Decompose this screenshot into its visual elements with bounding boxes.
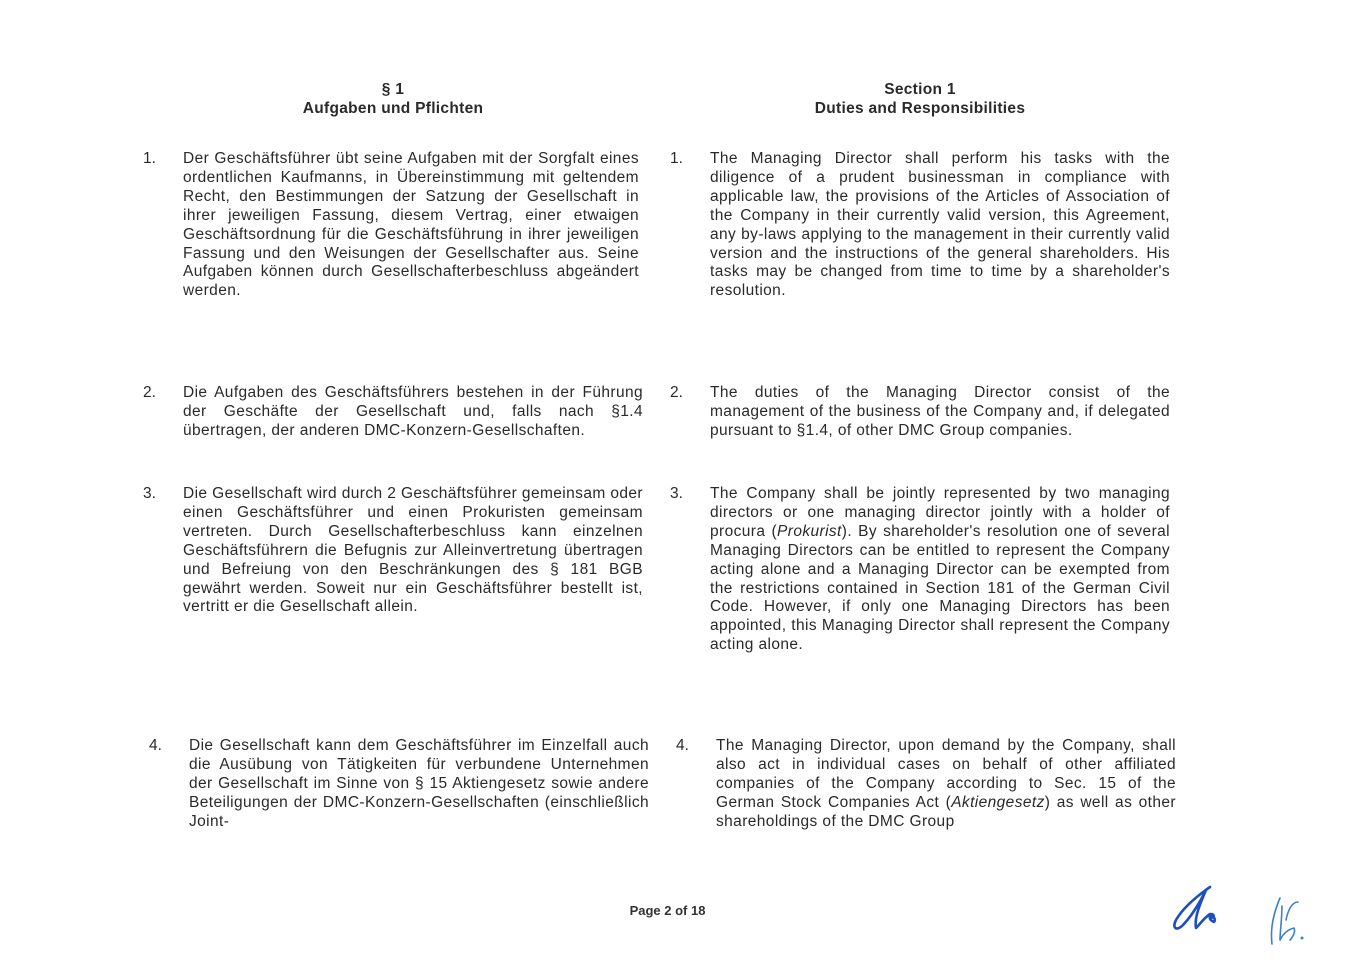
page-footer bbox=[0, 903, 1365, 918]
clause-text: Der Geschäftsführer übt seine Aufgaben mit der Sorgfalt eines ordentlichen Kaufmanns, in Übereinstimmung mit geltendem Recht, den Bestimmungen der Satzung der Gesellschaft in ihrer jeweiligen Fassung, diesem Vertrag, einer etwaigen Geschäftsordnung für die Geschäftsführung in ihrer jeweiligen Fassung und den Weisungen der Gesellschafter aus. Seine Aufgaben können durch Gesellschafterbeschluss abgeändert werden. bbox=[183, 150, 639, 300]
signature-stroke bbox=[1174, 887, 1214, 928]
german-clause-2 bbox=[143, 384, 643, 441]
german-clause-3 bbox=[143, 485, 643, 617]
signature-initials-1 bbox=[1170, 884, 1230, 936]
clause-text-part: ). By shareholder's resolution one of several Managing Directors can be entitled to represent the Company acting alone and a Managing Director can be exempted from the restrictions contained in Section 181 of the German Civil Code. However, if only one Managing Directors has been appointed, this Managing Director shall represent the Company acting alone. bbox=[710, 522, 1170, 654]
signature-stroke bbox=[1271, 898, 1298, 944]
clause-number: 1. bbox=[670, 150, 683, 167]
clause-text-part: ) as well as other shareholdings of the DMC Group bbox=[716, 793, 1176, 830]
english-clause-3 bbox=[670, 485, 1170, 655]
clause-number: 2. bbox=[143, 384, 156, 401]
clause-number: 4. bbox=[676, 737, 689, 754]
clause-number: 1. bbox=[143, 150, 156, 167]
clause-term-italic: Prokurist bbox=[777, 522, 842, 540]
clause-text-part: The Managing Director, upon demand by the Company, shall also act in individual cases on behalf of other affiliated companies of the Company according to Sec. 15 of the German Stock Companies Act ( bbox=[716, 737, 1176, 811]
signature-dot bbox=[1301, 937, 1304, 940]
english-section-number: Section 1 bbox=[884, 81, 956, 98]
clause-text: The Managing Director shall perform his tasks with the diligence of a prudent businessman in compliance with applicable law, the provisions of the Articles of Association of the Company in their currently valid version, this Agreement, any by-laws applying to the management in their currently valid version and the instructions of the general shareholders. His tasks may be changed from time to time by a shareholder's resolution. bbox=[710, 150, 1170, 300]
clause-number: 4. bbox=[149, 737, 162, 754]
clause-number: 3. bbox=[670, 485, 683, 502]
clause-term-italic: Aktiengesetz bbox=[951, 793, 1045, 811]
signature-initials-2 bbox=[1262, 892, 1314, 952]
clause-text bbox=[716, 737, 1176, 832]
clause-number: 3. bbox=[143, 485, 156, 502]
english-clause-1 bbox=[670, 150, 1170, 301]
clause-text: Die Gesellschaft wird durch 2 Geschäftsführer gemeinsam oder einen Geschäftsführer und einen Prokuristen gemeinsam vertreten. Durch Gesellschafterbeschluss kann einzelnen Geschäftsführern die Befugnis zur Alleinvertretung übertragen und Befreiung von den Beschränkungen des § 181 BGB gewährt werden. Soweit nur ein Geschäftsführer bestellt ist, vertritt er die Gesellschaft allein. bbox=[183, 485, 643, 616]
clause-text bbox=[710, 485, 1170, 655]
english-section-heading bbox=[670, 80, 1170, 118]
clause-text: Die Gesellschaft kann dem Geschäftsführer im Einzelfall auch die Ausübung von Tätigkeiten für verbundene Unternehmen der Gesellschaft im Sinne von § 15 Aktiengesetz sowie andere Beteiligungen der DMC-Konzern-Gesellschaften (einschließlich Joint- bbox=[189, 737, 649, 830]
german-clause-1 bbox=[143, 150, 643, 301]
german-column bbox=[143, 80, 649, 830]
page-number: Page 2 of 18 bbox=[629, 903, 706, 918]
english-clause-2 bbox=[670, 384, 1170, 441]
clause-number: 2. bbox=[670, 384, 683, 401]
signature-dot bbox=[1209, 913, 1215, 919]
english-column bbox=[670, 80, 1176, 830]
clause-text: The duties of the Managing Director consist of the management of the business of the Company and, if delegated pursuant to §1.4, of other DMC Group companies. bbox=[710, 384, 1170, 439]
german-section-title: Aufgaben und Pflichten bbox=[302, 100, 484, 117]
clause-text: Die Aufgaben des Geschäftsführers bestehen in der Führung der Geschäfte der Gesellschaft und, falls nach §1.4 übertragen, der anderen DMC-Konzern-Gesellschaften. bbox=[183, 384, 643, 439]
english-section-title: Duties and Responsibilities bbox=[814, 100, 1026, 117]
english-clause-4 bbox=[676, 737, 1176, 832]
clause-text-part: The Company shall be jointly represented by two managing directors or one managing director jointly with a holder of procura ( bbox=[710, 485, 1170, 540]
german-section-heading bbox=[143, 80, 643, 118]
german-section-number: § 1 bbox=[381, 81, 405, 98]
german-clause-4 bbox=[149, 737, 649, 832]
